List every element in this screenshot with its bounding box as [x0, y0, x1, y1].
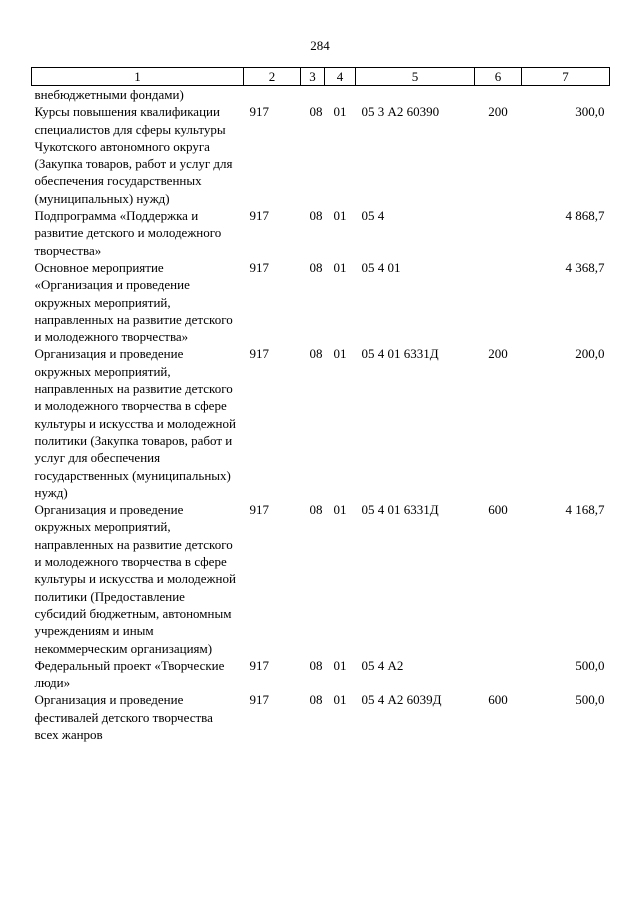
row-section: 08 — [309, 692, 323, 708]
row-name: Основное мероприятие «Организация и проведение окружных мероприятий, направленных на развитие детского и молодежного творчества» — [34, 259, 233, 345]
row-grbs: 917 — [249, 692, 269, 708]
row-grbs: 917 — [249, 259, 269, 275]
row-expense-type: 200 — [488, 104, 508, 120]
row-expense-type — [475, 657, 522, 692]
table-row — [32, 345, 610, 501]
row-amount: 4 368,7 — [565, 259, 605, 275]
row-name: Федеральный проект «Творческие люди» — [34, 657, 225, 691]
row-target-article: 05 4 А2 6039Д — [361, 692, 442, 708]
row-section: 08 — [309, 208, 323, 224]
row-section: 08 — [309, 657, 323, 673]
row-expense-type: 600 — [488, 692, 508, 708]
row-grbs: 917 — [249, 657, 269, 673]
row-grbs: 917 — [249, 346, 269, 362]
row-target-article: 05 4 01 6331Д — [361, 502, 439, 518]
row-amount: 4 868,7 — [565, 208, 605, 224]
row-name: Подпрограмма «Поддержка и развитие детского и молодежного творчества» — [34, 208, 222, 258]
row-section: 08 — [309, 259, 323, 275]
table-row — [32, 86, 610, 104]
row-subsection: 01 — [333, 502, 347, 518]
row-amount: 300,0 — [575, 104, 605, 120]
row-expense-type — [475, 86, 522, 104]
table-row — [32, 501, 610, 657]
row-subsection: 01 — [333, 657, 347, 673]
row-expense-type — [475, 207, 522, 259]
row-section: 08 — [309, 346, 323, 362]
table-row — [32, 691, 610, 743]
row-target-article — [356, 86, 475, 104]
header-col-2: 2 — [244, 68, 301, 86]
header-col-4: 4 — [325, 68, 356, 86]
row-expense-type — [475, 259, 522, 345]
header-col-5: 5 — [356, 68, 475, 86]
row-amount: 500,0 — [575, 692, 605, 708]
budget-table — [31, 67, 610, 743]
row-target-article: 05 4 01 6331Д — [361, 346, 439, 362]
table-row — [32, 657, 610, 692]
row-target-article: 05 3 А2 60390 — [361, 104, 440, 120]
row-amount — [522, 86, 610, 104]
table-row — [32, 259, 610, 345]
table-header-row — [32, 68, 610, 86]
row-grbs: 917 — [249, 104, 269, 120]
row-name: Курсы повышения квалификации специалистов для сферы культуры Чукотского автономного округа (Закупка товаров, работ и услуг для обеспечения государственных (муниципальных) нужд) — [34, 104, 233, 206]
page-number: 284 — [310, 38, 330, 53]
row-expense-type: 200 — [488, 346, 508, 362]
row-section: 08 — [309, 502, 323, 518]
row-subsection: 01 — [333, 692, 347, 708]
row-subsection: 01 — [333, 208, 347, 224]
row-amount: 500,0 — [575, 657, 605, 673]
row-name: Организация и проведение окружных мероприятий, направленных на развитие детского и молодежного творчества в сфере культуры и искусства и молодежной политики (Закупка товаров, работ и услуг для обеспечения государственных (муниципальных) нужд) — [34, 346, 236, 500]
row-name: Организация и проведение окружных мероприятий, направленных на развитие детского и молодежного творчества в сфере культуры и искусства и молодежной политики (Предоставление субсидий бюджетным, автономным учреждениям и иным некоммерческим организациям) — [34, 502, 236, 656]
row-section — [301, 86, 325, 104]
row-section: 08 — [309, 104, 323, 120]
row-grbs: 917 — [249, 502, 269, 518]
table-row — [32, 207, 610, 259]
row-subsection — [325, 86, 356, 104]
row-subsection: 01 — [333, 259, 347, 275]
row-name: Организация и проведение фестивалей детского творчества всех жанров — [34, 692, 213, 742]
row-amount: 200,0 — [575, 346, 605, 362]
header-col-6: 6 — [475, 68, 522, 86]
row-target-article: 05 4 01 — [361, 259, 401, 275]
row-subsection: 01 — [333, 346, 347, 362]
row-amount: 4 168,7 — [565, 502, 605, 518]
row-grbs — [244, 86, 301, 104]
row-target-article: 05 4 — [361, 208, 385, 224]
table-row — [32, 103, 610, 207]
row-grbs: 917 — [249, 208, 269, 224]
row-expense-type: 600 — [488, 502, 508, 518]
row-subsection: 01 — [333, 104, 347, 120]
header-col-7: 7 — [522, 68, 610, 86]
row-name: внебюджетными фондами) — [34, 87, 184, 102]
header-col-1: 1 — [32, 68, 244, 86]
header-col-3: 3 — [301, 68, 325, 86]
row-target-article: 05 4 А2 — [361, 657, 404, 673]
